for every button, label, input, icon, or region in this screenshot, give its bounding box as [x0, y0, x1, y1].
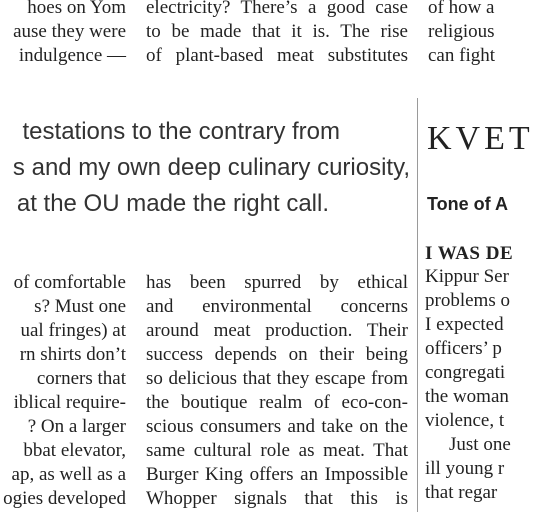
- text-line: scious consumers and take on the: [146, 416, 408, 437]
- text-line: success depends on their being: [146, 344, 408, 365]
- text-line: ? On a larger: [27, 416, 126, 437]
- text-line: the woman: [425, 386, 509, 407]
- text-line: congregati: [425, 362, 506, 383]
- text-line: s? Must one: [34, 296, 126, 317]
- text-line: indulgence —: [18, 45, 126, 66]
- text-line: ause they were: [13, 21, 126, 42]
- text-line: ill young r: [425, 458, 505, 479]
- text-line: Just one: [449, 434, 511, 455]
- text-line: same cultural role as meat. That: [146, 440, 408, 461]
- body-middle-column: [146, 268, 408, 512]
- text-line: ap, as well as a: [11, 464, 126, 485]
- sidebar-body: [425, 242, 555, 522]
- text-line: electricity? There’s a good case: [146, 0, 408, 18]
- text-line: corners that: [36, 368, 126, 389]
- text-line: to be made that it is. The rise: [146, 21, 408, 42]
- text-line: bbat elevator,: [23, 440, 126, 461]
- text-line: of comfortable: [13, 272, 126, 293]
- text-line: can fight: [428, 45, 496, 66]
- text-line: religious: [428, 21, 495, 42]
- text-line: officers’ p: [425, 338, 502, 359]
- sidebar-title: KVET: [427, 120, 534, 157]
- sidebar-lead-line: I WAS DE: [425, 243, 514, 264]
- text-line: has been spurred by ethical: [146, 272, 408, 293]
- pull-quote-line: at the OU made the right call.: [16, 190, 329, 217]
- sidebar-column: [418, 98, 534, 512]
- text-line: I expected: [425, 314, 504, 335]
- text-line: iblical require-: [13, 392, 126, 413]
- text-line: Whopper signals that this is: [146, 488, 408, 509]
- text-line: ual fringes) at: [20, 320, 126, 341]
- sidebar-subtitle: Tone of A: [427, 194, 508, 214]
- text-line: that regar: [425, 482, 498, 503]
- text-line: so delicious that they escape from: [146, 368, 408, 389]
- top-middle-column: [146, 0, 408, 72]
- text-line: Kippur Ser: [425, 266, 509, 287]
- text-line: problems o: [425, 290, 510, 311]
- text-line: violence, t: [425, 410, 505, 431]
- text-line: ogies developed: [3, 488, 126, 509]
- text-line: around meat production. Their: [146, 320, 408, 341]
- pull-quote-line: testations to the contrary from: [22, 118, 340, 145]
- text-line: Burger King offers an Impossible: [146, 464, 408, 485]
- text-line: of how a: [428, 0, 495, 18]
- pull-quote-line: s and my own deep culinary curiosity,: [12, 154, 410, 181]
- top-right-column: [428, 0, 512, 72]
- text-line: rn shirts don’t: [19, 344, 126, 365]
- text-line: of plant-based meat substitutes: [146, 45, 408, 66]
- top-left-column: [0, 0, 126, 72]
- text-line: the boutique realm of eco-con-: [146, 392, 408, 413]
- text-line: hoes on Yom: [27, 0, 126, 18]
- text-line: and environmental concerns: [146, 296, 408, 317]
- body-left-column: [0, 268, 126, 512]
